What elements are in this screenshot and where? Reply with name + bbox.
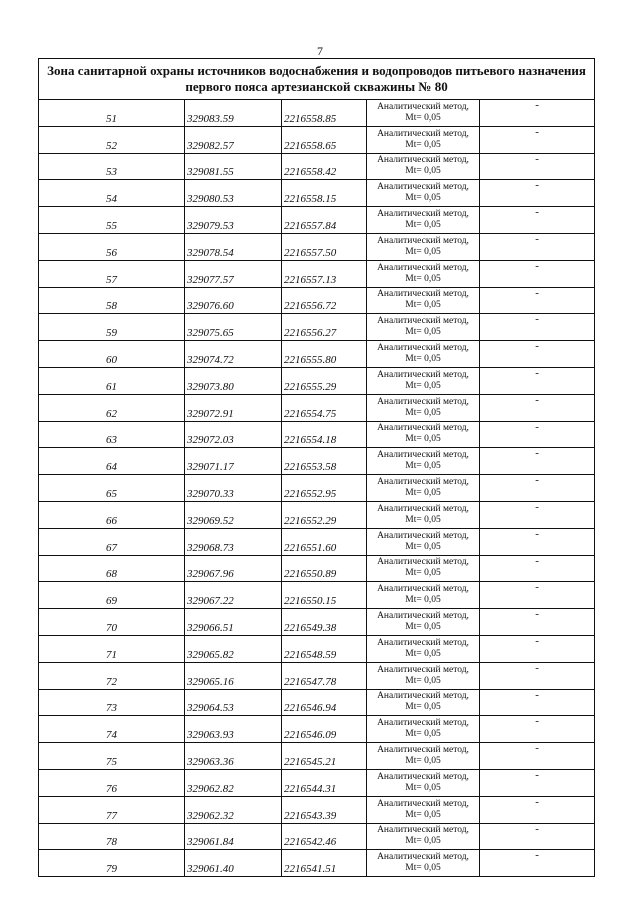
coordinate-y: 2216551.60 [282, 528, 367, 555]
method-label: Аналитический метод, [377, 664, 469, 675]
method-label: Аналитический метод, [377, 262, 469, 273]
method-cell [367, 448, 480, 475]
coordinate-x: 329075.65 [185, 314, 282, 341]
note-cell: - [480, 180, 595, 207]
coordinate-x: 329076.60 [185, 287, 282, 314]
coordinate-x: 329077.57 [185, 260, 282, 287]
method-cell [367, 287, 480, 314]
point-number: 62 [39, 394, 185, 421]
accuracy-value: Mt= 0,05 [405, 514, 441, 525]
accuracy-value: Mt= 0,05 [405, 675, 441, 686]
table-row [39, 394, 595, 421]
coordinate-x: 329062.32 [185, 796, 282, 823]
point-number: 57 [39, 260, 185, 287]
point-number: 54 [39, 180, 185, 207]
method-cell [367, 341, 480, 368]
note-cell: - [480, 394, 595, 421]
method-cell [367, 207, 480, 234]
coordinate-y: 2216545.21 [282, 743, 367, 770]
accuracy-value: Mt= 0,05 [405, 756, 441, 767]
table-row [39, 582, 595, 609]
table-row [39, 635, 595, 662]
note-cell: - [480, 501, 595, 528]
coordinate-x: 329065.82 [185, 635, 282, 662]
coordinate-y: 2216556.72 [282, 287, 367, 314]
table-row [39, 743, 595, 770]
method-cell [367, 689, 480, 716]
coordinate-y: 2216541.51 [282, 850, 367, 877]
accuracy-value: Mt= 0,05 [405, 112, 441, 123]
table-body [39, 59, 595, 877]
note-cell: - [480, 207, 595, 234]
table-row [39, 796, 595, 823]
accuracy-value: Mt= 0,05 [405, 541, 441, 552]
table-row [39, 126, 595, 153]
table-title-line2: первого пояса артезианской скважины № 80 [185, 79, 448, 94]
method-cell [367, 716, 480, 743]
note-cell: - [480, 126, 595, 153]
method-cell [367, 501, 480, 528]
method-cell [367, 233, 480, 260]
coordinate-y: 2216558.65 [282, 126, 367, 153]
accuracy-value: Mt= 0,05 [405, 836, 441, 847]
note-cell: - [480, 341, 595, 368]
method-label: Аналитический метод, [377, 128, 469, 139]
point-number: 65 [39, 475, 185, 502]
table-row [39, 233, 595, 260]
accuracy-value: Mt= 0,05 [405, 863, 441, 874]
method-label: Аналитический метод, [377, 209, 469, 220]
table-row [39, 287, 595, 314]
note-cell: - [480, 609, 595, 636]
accuracy-value: Mt= 0,05 [405, 782, 441, 793]
point-number: 77 [39, 796, 185, 823]
method-cell [367, 609, 480, 636]
coordinate-x: 329083.59 [185, 100, 282, 127]
table-row [39, 555, 595, 582]
title-row [39, 59, 595, 100]
method-label: Аналитический метод, [377, 369, 469, 380]
table-title-line1: Зона санитарной охраны источников водоснабжения и водопроводов питьевого назначения [47, 63, 586, 78]
method-cell [367, 126, 480, 153]
method-cell [367, 260, 480, 287]
table-row [39, 823, 595, 850]
method-cell [367, 582, 480, 609]
point-number: 52 [39, 126, 185, 153]
coordinate-x: 329068.73 [185, 528, 282, 555]
note-cell: - [480, 582, 595, 609]
note-cell: - [480, 367, 595, 394]
coordinate-y: 2216544.31 [282, 769, 367, 796]
coordinate-x: 329067.22 [185, 582, 282, 609]
point-number: 55 [39, 207, 185, 234]
coordinate-x: 329074.72 [185, 341, 282, 368]
accuracy-value: Mt= 0,05 [405, 220, 441, 231]
coordinate-x: 329069.52 [185, 501, 282, 528]
accuracy-value: Mt= 0,05 [405, 809, 441, 820]
note-cell: - [480, 850, 595, 877]
method-label: Аналитический метод, [377, 235, 469, 246]
coordinate-y: 2216555.29 [282, 367, 367, 394]
coordinate-y: 2216557.84 [282, 207, 367, 234]
page-number: 7 [317, 44, 323, 58]
method-cell [367, 475, 480, 502]
table-row [39, 528, 595, 555]
note-cell: - [480, 769, 595, 796]
method-label: Аналитический метод, [377, 289, 469, 300]
note-cell: - [480, 260, 595, 287]
table-row [39, 207, 595, 234]
coordinate-x: 329070.33 [185, 475, 282, 502]
coordinate-y: 2216554.18 [282, 421, 367, 448]
coordinate-y: 2216543.39 [282, 796, 367, 823]
coordinate-x: 329062.82 [185, 769, 282, 796]
table-row [39, 850, 595, 877]
accuracy-value: Mt= 0,05 [405, 702, 441, 713]
note-cell: - [480, 689, 595, 716]
point-number: 56 [39, 233, 185, 260]
coordinate-x: 329066.51 [185, 609, 282, 636]
point-number: 76 [39, 769, 185, 796]
point-number: 71 [39, 635, 185, 662]
point-number: 53 [39, 153, 185, 180]
method-label: Аналитический метод, [377, 423, 469, 434]
method-label: Аналитический метод, [377, 101, 469, 112]
method-label: Аналитический метод, [377, 450, 469, 461]
point-number: 60 [39, 341, 185, 368]
method-label: Аналитический метод, [377, 771, 469, 782]
method-label: Аналитический метод, [377, 852, 469, 863]
coordinate-y: 2216547.78 [282, 662, 367, 689]
coordinate-x: 329064.53 [185, 689, 282, 716]
table-row [39, 153, 595, 180]
method-cell [367, 555, 480, 582]
method-cell [367, 180, 480, 207]
method-label: Аналитический метод, [377, 557, 469, 568]
accuracy-value: Mt= 0,05 [405, 434, 441, 445]
method-cell [367, 796, 480, 823]
table-row [39, 689, 595, 716]
coordinate-x: 329080.53 [185, 180, 282, 207]
coordinate-y: 2216558.15 [282, 180, 367, 207]
method-cell [367, 635, 480, 662]
point-number: 72 [39, 662, 185, 689]
point-number: 74 [39, 716, 185, 743]
note-cell: - [480, 823, 595, 850]
coordinate-x: 329078.54 [185, 233, 282, 260]
point-number: 69 [39, 582, 185, 609]
coordinate-y: 2216546.94 [282, 689, 367, 716]
table-row [39, 448, 595, 475]
coordinate-y: 2216549.38 [282, 609, 367, 636]
method-cell [367, 823, 480, 850]
accuracy-value: Mt= 0,05 [405, 461, 441, 472]
method-label: Аналитический метод, [377, 637, 469, 648]
coordinate-x: 329067.96 [185, 555, 282, 582]
coordinate-y: 2216550.89 [282, 555, 367, 582]
note-cell: - [480, 528, 595, 555]
method-cell [367, 314, 480, 341]
accuracy-value: Mt= 0,05 [405, 648, 441, 659]
point-number: 59 [39, 314, 185, 341]
note-cell: - [480, 743, 595, 770]
point-number: 58 [39, 287, 185, 314]
note-cell: - [480, 100, 595, 127]
coordinate-y: 2216555.80 [282, 341, 367, 368]
point-number: 73 [39, 689, 185, 716]
method-label: Аналитический метод, [377, 584, 469, 595]
note-cell: - [480, 555, 595, 582]
method-cell [367, 153, 480, 180]
coordinate-y: 2216558.42 [282, 153, 367, 180]
coordinate-x: 329063.93 [185, 716, 282, 743]
coordinate-x: 329073.80 [185, 367, 282, 394]
note-cell: - [480, 635, 595, 662]
method-label: Аналитический метод, [377, 343, 469, 354]
method-label: Аналитический метод, [377, 691, 469, 702]
method-cell [367, 743, 480, 770]
coordinate-y: 2216550.15 [282, 582, 367, 609]
method-cell [367, 662, 480, 689]
coordinate-x: 329079.53 [185, 207, 282, 234]
accuracy-value: Mt= 0,05 [405, 568, 441, 579]
accuracy-value: Mt= 0,05 [405, 407, 441, 418]
method-label: Аналитический метод, [377, 182, 469, 193]
coordinate-x: 329072.03 [185, 421, 282, 448]
table-row [39, 260, 595, 287]
accuracy-value: Mt= 0,05 [405, 246, 441, 257]
method-label: Аналитический метод, [377, 611, 469, 622]
method-cell [367, 850, 480, 877]
coordinate-x: 329072.91 [185, 394, 282, 421]
point-number: 61 [39, 367, 185, 394]
coordinate-y: 2216557.13 [282, 260, 367, 287]
coordinate-y: 2216552.95 [282, 475, 367, 502]
coordinate-y: 2216546.09 [282, 716, 367, 743]
accuracy-value: Mt= 0,05 [405, 729, 441, 740]
coordinate-y: 2216554.75 [282, 394, 367, 421]
note-cell: - [480, 153, 595, 180]
table-row [39, 769, 595, 796]
accuracy-value: Mt= 0,05 [405, 300, 441, 311]
table-row [39, 314, 595, 341]
coordinate-x: 329065.16 [185, 662, 282, 689]
coordinate-y: 2216557.50 [282, 233, 367, 260]
table-title [39, 59, 595, 100]
note-cell: - [480, 796, 595, 823]
accuracy-value: Mt= 0,05 [405, 273, 441, 284]
accuracy-value: Mt= 0,05 [405, 488, 441, 499]
note-cell: - [480, 287, 595, 314]
accuracy-value: Mt= 0,05 [405, 622, 441, 633]
method-label: Аналитический метод, [377, 718, 469, 729]
point-number: 51 [39, 100, 185, 127]
point-number: 66 [39, 501, 185, 528]
table-row [39, 716, 595, 743]
table-row [39, 421, 595, 448]
coordinate-y: 2216542.46 [282, 823, 367, 850]
method-label: Аналитический метод, [377, 396, 469, 407]
point-number: 63 [39, 421, 185, 448]
method-label: Аналитический метод, [377, 316, 469, 327]
table-row [39, 501, 595, 528]
method-label: Аналитический метод, [377, 530, 469, 541]
method-cell [367, 421, 480, 448]
table-row [39, 662, 595, 689]
coordinate-y: 2216556.27 [282, 314, 367, 341]
coordinates-table [38, 58, 595, 877]
point-number: 64 [39, 448, 185, 475]
coordinate-x: 329071.17 [185, 448, 282, 475]
table-row [39, 180, 595, 207]
point-number: 70 [39, 609, 185, 636]
method-cell [367, 394, 480, 421]
note-cell: - [480, 233, 595, 260]
table-row [39, 100, 595, 127]
accuracy-value: Mt= 0,05 [405, 327, 441, 338]
accuracy-value: Mt= 0,05 [405, 193, 441, 204]
method-cell [367, 769, 480, 796]
coordinate-x: 329063.36 [185, 743, 282, 770]
method-label: Аналитический метод, [377, 155, 469, 166]
method-cell [367, 100, 480, 127]
table-row [39, 609, 595, 636]
method-label: Аналитический метод, [377, 745, 469, 756]
accuracy-value: Mt= 0,05 [405, 595, 441, 606]
note-cell: - [480, 448, 595, 475]
method-label: Аналитический метод, [377, 503, 469, 514]
point-number: 75 [39, 743, 185, 770]
point-number: 78 [39, 823, 185, 850]
coordinate-x: 329082.57 [185, 126, 282, 153]
coordinate-x: 329081.55 [185, 153, 282, 180]
accuracy-value: Mt= 0,05 [405, 166, 441, 177]
table-row [39, 475, 595, 502]
accuracy-value: Mt= 0,05 [405, 139, 441, 150]
note-cell: - [480, 662, 595, 689]
point-number: 79 [39, 850, 185, 877]
coordinate-x: 329061.40 [185, 850, 282, 877]
coordinate-y: 2216553.58 [282, 448, 367, 475]
method-label: Аналитический метод, [377, 477, 469, 488]
coordinate-y: 2216558.85 [282, 100, 367, 127]
point-number: 68 [39, 555, 185, 582]
method-label: Аналитический метод, [377, 825, 469, 836]
coordinate-y: 2216552.29 [282, 501, 367, 528]
table-row [39, 341, 595, 368]
note-cell: - [480, 421, 595, 448]
method-label: Аналитический метод, [377, 798, 469, 809]
accuracy-value: Mt= 0,05 [405, 380, 441, 391]
accuracy-value: Mt= 0,05 [405, 354, 441, 365]
point-number: 67 [39, 528, 185, 555]
coordinate-y: 2216548.59 [282, 635, 367, 662]
table-row [39, 367, 595, 394]
method-cell [367, 367, 480, 394]
note-cell: - [480, 314, 595, 341]
coordinate-x: 329061.84 [185, 823, 282, 850]
note-cell: - [480, 475, 595, 502]
method-cell [367, 528, 480, 555]
note-cell: - [480, 716, 595, 743]
